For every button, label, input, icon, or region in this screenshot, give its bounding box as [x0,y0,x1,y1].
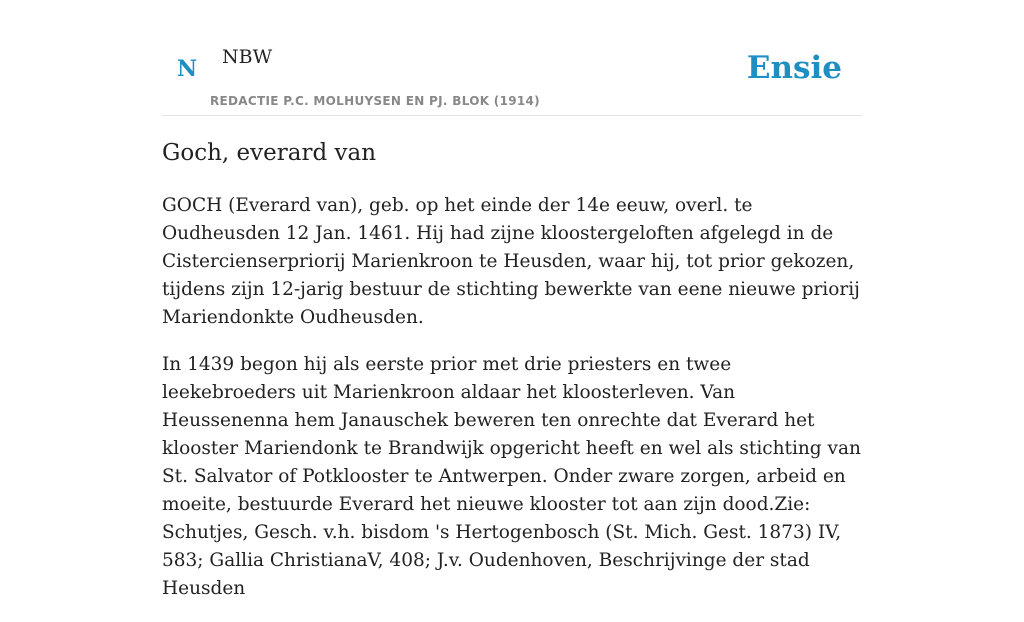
source-byline: REDACTIE P.C. MOLHUYSEN EN PJ. BLOK (1914) [210,94,540,108]
article-paragraph: GOCH (Everard van), geb. op het einde der 14e eeuw, overl. te Oudheusden 12 Jan. 1461. Hij had zijne kloostergeloften afgelegd in de Cistercienserpriorij Marienkroon te Heusden, waar hij, tot prior gekozen, tijdens zijn 12-jarig bestuur de stichting bewerkte van eene nieuwe priorij Mariendonkte Oudheusden. [162,195,860,328]
page [162,0,862,599]
header [162,0,862,116]
source-title[interactable]: NBW [222,46,273,68]
article-paragraph: In 1439 begon hij als eerste prior met drie priesters en twee leekebroeders uit Marienkroon aldaar het kloosterleven. Van Heussenenna hem Janauschek beweren ten onrechte dat Everard het klooster Mariendonk te Brandwijk opgericht heeft en wel als stichting van St. Salvator of Potklooster te Antwerpen. Onder zware zorgen, arbeid en moeite, bestuurde Everard het nieuwe klooster tot aan zijn dood.Zie: Schutjes, Gesch. v.h. bisdom 's Hertogenbosch (St. Mich. Gest. 1873) IV, 583; Gallia ChristianaV, 408; J.v. Oudenhoven, Beschrijvinge der stad Heusden [162,354,861,599]
ensie-logo-link[interactable]: Ensie [746,50,842,86]
source-logo-icon[interactable]: N [177,56,198,82]
article-body [162,192,862,622]
article-title: Goch, everard van [162,140,377,166]
